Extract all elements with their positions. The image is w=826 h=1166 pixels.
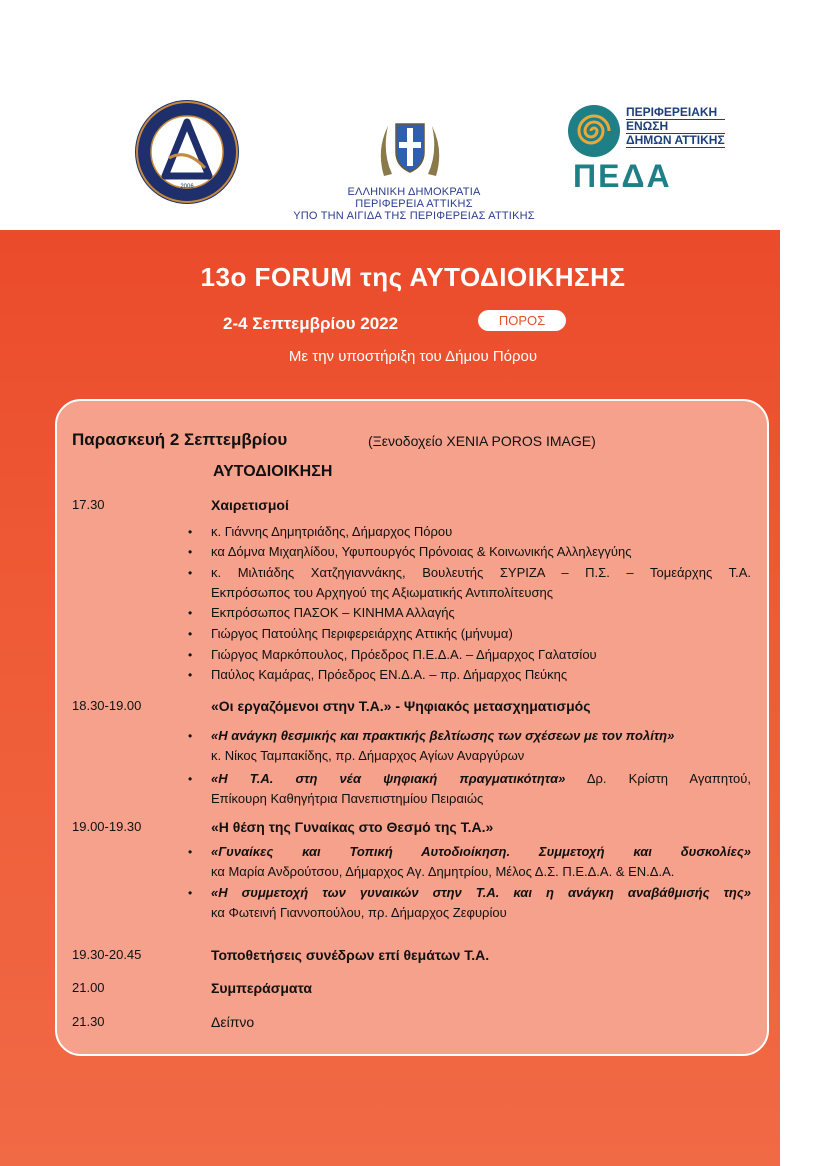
location-badge: ΠΟΡΟΣ	[478, 310, 566, 331]
bullet-icon: •	[188, 845, 193, 859]
talk-title: «Γυναίκες και Τοπική Αυτοδιοίκηση. Συμμετοχή και δυσκολίες»	[211, 844, 751, 859]
session-title: «Η θέση της Γυναίκας στο Θεσμό της Τ.Α.»	[211, 819, 494, 835]
speaker-line: Εκπρόσωπος ΠΑΣΟΚ – ΚΙΝΗΜΑ Αλλαγής	[211, 605, 455, 620]
peda-caption	[626, 106, 725, 148]
bullet-icon: •	[188, 772, 193, 786]
session-time: 21.30	[72, 1014, 105, 1029]
speaker-line: Γιώργος Πατούλης Περιφερειάρχης Αττικής (μήνυμα)	[211, 626, 513, 641]
session-time: 19.30-20.45	[72, 947, 142, 962]
bullet-icon: •	[188, 606, 193, 620]
peda-line-3: ΔΗΜΩΝ ΑΤΤΙΚΗΣ	[626, 133, 725, 147]
peda-name: ΠΕΔΑ	[573, 158, 672, 194]
gov-line-3: ΥΠΟ ΤΗΝ ΑΙΓΙΔΑ ΤΗΣ ΠΕΡΙΦΕΡΕΙΑΣ ΑΤΤΙΚΗΣ	[293, 210, 535, 222]
talk-title: «Η συμμετοχή των γυναικών στην Τ.Α. και η ανάγκη αναβάθμισής της»	[211, 885, 751, 900]
speaker-name: Δρ. Κρίστη Αγαπητού,	[586, 771, 751, 786]
speaker-line: κ. Μιλτιάδης Χατζηγιαννάκης, Βουλευτής ΣΥΡΙΖΑ – Π.Σ. – Τομεάρχης Τ.Α.	[211, 565, 751, 580]
session-time: 19.00-19.30	[72, 819, 142, 834]
speaker-line: κα Δόμνα Μιχαηλίδου, Υφυπουργός Πρόνοιας & Κοινωνικής Αλληλεγγύης	[211, 544, 632, 559]
event-title: 13ο FORUM της ΑΥΤΟΔΙΟΙΚΗΣΗΣ	[200, 262, 626, 292]
bullet-icon: •	[188, 566, 193, 580]
speaker-line: κ. Γιάννης Δημητριάδης, Δήμαρχος Πόρου	[211, 524, 453, 539]
bullet-icon: •	[188, 627, 193, 641]
speaker-line: Παύλος Καμάρας, Πρόεδρος ΕΝ.Δ.Α. – πρ. Δήμαρχος Πεύκης	[211, 667, 568, 682]
talk-title: «Η Τ.Α. στη νέα ψηφιακή πραγματικότητα»	[211, 771, 566, 786]
session-time: 18.30-19.00	[72, 698, 142, 713]
bullet-icon: •	[188, 545, 193, 559]
government-caption	[284, 186, 544, 222]
bullet-icon: •	[188, 729, 193, 743]
peda-line-1: ΠΕΡΙΦΕΡΕΙΑΚΗ	[626, 106, 725, 120]
session-title: Συμπεράσματα	[211, 980, 312, 996]
right-margin	[780, 230, 826, 1166]
speaker-line: κα Φωτεινή Γιαννοπούλου, πρ. Δήμαρχος Ζεφυρίου	[211, 905, 507, 920]
peda-spiral-icon	[566, 103, 622, 159]
session-title: «Οι εργαζόμενοι στην Τ.Α.» - Ψηφιακός μετασχηματισμός	[211, 698, 591, 714]
event-dates: 2-4 Σεπτεμβρίου 2022	[223, 314, 399, 333]
svg-text:2006: 2006	[180, 184, 194, 190]
speaker-line: κα Μαρία Ανδρούτσου, Δήμαρχος Αγ. Δημητρίου, Μέλος Δ.Σ. Π.Ε.Δ.Α. & ΕΝ.Δ.Α.	[211, 864, 675, 879]
speaker-line: Γιώργος Μαρκόπουλος, Πρόεδρος Π.Ε.Δ.Α. – Δήμαρχος Γαλατσίου	[211, 647, 597, 662]
session-time: 17.30	[72, 497, 105, 512]
speaker-line: Επίκουρη Καθηγήτρια Πανεπιστημίου Πειραιώς	[211, 791, 484, 806]
support-line: Με την υποστήριξη του Δήμου Πόρου	[288, 348, 538, 365]
peda-line-2: ΕΝΩΣΗ	[626, 120, 725, 134]
talk-title: «Η ανάγκη θεσμικής και πρακτικής βελτίωσης των σχέσεων με τον πολίτη»	[211, 728, 675, 743]
program-section: ΑΥΤΟΔΙΟΙΚΗΣΗ	[213, 463, 333, 480]
program-day: Παρασκευή 2 Σεπτεμβρίου	[72, 430, 288, 449]
speaker-line: Εκπρόσωπος του Αρχηγού της Αξιωματικής Αντιπολίτευσης	[211, 585, 554, 600]
session-title: Χαιρετισμοί	[211, 497, 289, 513]
mayors-association-logo	[133, 98, 241, 206]
session-title: Δείπνο	[211, 1014, 255, 1030]
program-venue: (Ξενοδοχείο XENIA POROS IMAGE)	[368, 433, 596, 449]
speaker-line: κ. Νίκος Ταμπακίδης, πρ. Δήμαρχος Αγίων Αναργύρων	[211, 748, 525, 763]
bullet-icon: •	[188, 648, 193, 662]
session-title: Τοποθετήσεις συνέδρων επί θεμάτων Τ.Α.	[211, 947, 490, 963]
bullet-icon: •	[188, 525, 193, 539]
greek-coat-of-arms-icon	[374, 116, 446, 182]
gov-line-1: ΕΛΛΗΝΙΚΗ ΔΗΜΟΚΡΑΤΙΑ	[347, 186, 481, 198]
gov-line-2: ΠΕΡΙΦΕΡΕΙΑ ΑΤΤΙΚΗΣ	[355, 198, 473, 210]
bullet-icon: •	[188, 668, 193, 682]
bullet-icon: •	[188, 886, 193, 900]
talk-line	[211, 771, 751, 787]
session-time: 21.00	[72, 980, 105, 995]
